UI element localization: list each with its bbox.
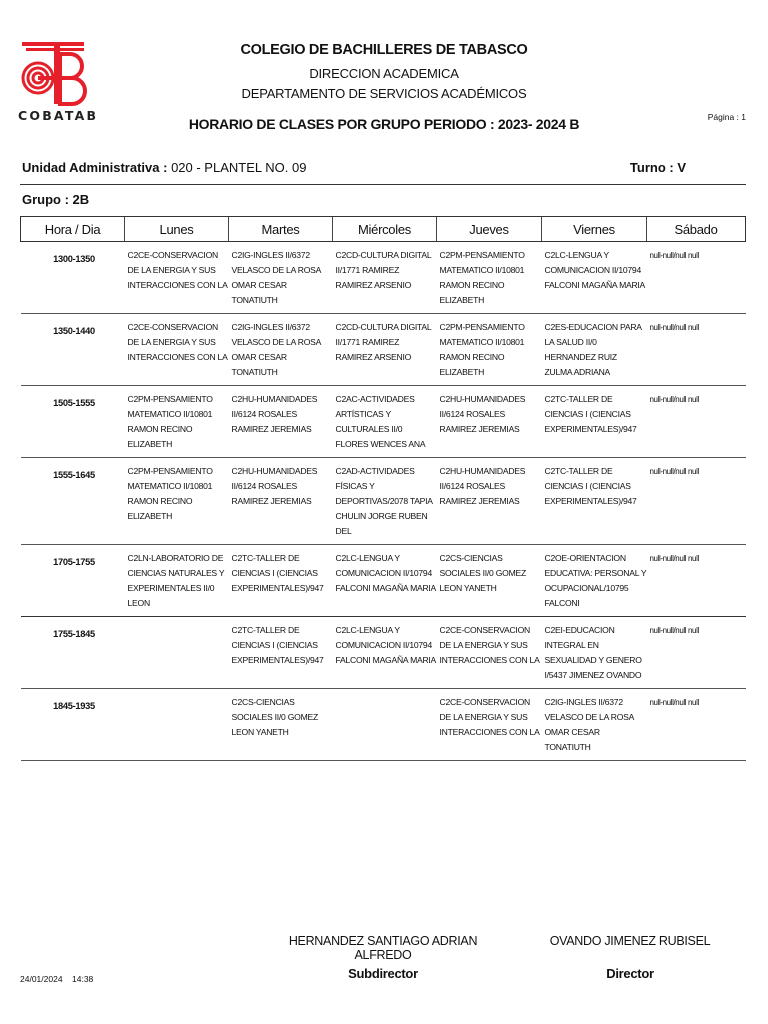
hour-cell: 1705-1755 (21, 545, 125, 617)
class-cell (125, 617, 229, 689)
class-cell: C2CD-CULTURA DIGITAL II/1771 RAMIREZ RAMIREZ ARSENIO (333, 242, 437, 314)
hour-cell: 1350-1440 (21, 314, 125, 386)
document-title: HORARIO DE CLASES POR GRUPO PERIODO : 2023- 2024 B (188, 116, 580, 132)
class-cell: C2HU-HUMANIDADES II/6124 ROSALES RAMIREZ JEREMIAS (437, 458, 542, 545)
class-cell: C2HU-HUMANIDADES II/6124 ROSALES RAMIREZ JEREMIAS (229, 458, 333, 545)
hour-cell: 1300-1350 (21, 242, 125, 314)
class-cell: C2AD-ACTIVIDADES FÍSICAS Y DEPORTIVAS/2078 TAPIA CHULIN JORGE RUBEN DEL (333, 458, 437, 545)
table-row (21, 242, 746, 314)
class-cell: C2LC-LENGUA Y COMUNICACION II/10794 FALCONI MAGAÑA MARIA (333, 617, 437, 689)
header-hora: Hora / Dia (21, 217, 125, 242)
class-cell: C2TC-TALLER DE CIENCIAS I (CIENCIAS EXPERIMENTALES)/947 (542, 458, 647, 545)
class-cell: C2TC-TALLER DE CIENCIAS I (CIENCIAS EXPERIMENTALES)/947 (229, 545, 333, 617)
unit-label: Unidad Administrativa : (22, 160, 168, 175)
class-cell: C2IG-INGLES II/6372 VELASCO DE LA ROSA OMAR CESAR TONATIUTH (229, 242, 333, 314)
class-cell: C2EI-EDUCACION INTEGRAL EN SEXUALIDAD Y GENERO I/5437 JIMENEZ OVANDO (542, 617, 647, 689)
class-cell: C2PM-PENSAMIENTO MATEMATICO II/10801 RAMON RECINO ELIZABETH (437, 314, 542, 386)
class-cell (125, 689, 229, 761)
class-cell: C2CS-CIENCIAS SOCIALES II/0 GOMEZ LEON YANETH (229, 689, 333, 761)
class-cell: C2CD-CULTURA DIGITAL II/1771 RAMIREZ RAMIREZ ARSENIO (333, 314, 437, 386)
class-cell: C2LC-LENGUA Y COMUNICACION II/10794 FALCONI MAGAÑA MARIA (333, 545, 437, 617)
table-row (21, 458, 746, 545)
class-cell: null-null/null null (647, 689, 746, 761)
print-time: 14:38 (72, 974, 94, 984)
class-cell: C2ES-EDUCACION PARA LA SALUD II/0 HERNANDEZ RUIZ ZULMA ADRIANA (542, 314, 647, 386)
class-cell: C2PM-PENSAMIENTO MATEMATICO II/10801 RAMON RECINO ELIZABETH (125, 458, 229, 545)
class-cell: null-null/null null (647, 617, 746, 689)
header-sabado: Sábado (647, 217, 746, 242)
class-cell: null-null/null null (647, 314, 746, 386)
class-cell: C2HU-HUMANIDADES II/6124 ROSALES RAMIREZ JEREMIAS (437, 386, 542, 458)
class-cell: C2CE-CONSERVACION DE LA ENERGIA Y SUS INTERACCIONES CON LA (437, 617, 542, 689)
director-name: OVANDO JIMENEZ RUBISEL (549, 934, 711, 948)
subdirector-role: Subdirector (348, 966, 418, 981)
class-cell: null-null/null null (647, 242, 746, 314)
class-cell (333, 689, 437, 761)
class-cell: null-null/null null (647, 386, 746, 458)
table-row (21, 386, 746, 458)
school-name: COLEGIO DE BACHILLERES DE TABASCO (240, 42, 528, 58)
hour-cell: 1755-1845 (21, 617, 125, 689)
class-cell: C2AC-ACTIVIDADES ARTÍSTICAS Y CULTURALES II/0 FLORES WENCES ANA (333, 386, 437, 458)
logo-text: COBATAB (18, 108, 99, 123)
class-cell: C2LN-LABORATORIO DE CIENCIAS NATURALES Y EXPERIMENTALES II/0 LEON (125, 545, 229, 617)
class-cell: C2LC-LENGUA Y COMUNICACION II/10794 FALCONI MAGAÑA MARIA (542, 242, 647, 314)
class-cell: C2HU-HUMANIDADES II/6124 ROSALES RAMIREZ JEREMIAS (229, 386, 333, 458)
class-cell: C2OE-ORIENTACION EDUCATIVA: PERSONAL Y OCUPACIONAL/10795 FALCONI (542, 545, 647, 617)
header-lunes: Lunes (125, 217, 229, 242)
table-row (21, 617, 746, 689)
director-role: Director (606, 966, 654, 981)
header-jueves: Jueves (437, 217, 542, 242)
class-cell: null-null/null null (647, 458, 746, 545)
table-header-row (21, 217, 746, 242)
class-cell: null-null/null null (647, 545, 746, 617)
class-cell: C2TC-TALLER DE CIENCIAS I (CIENCIAS EXPERIMENTALES)/947 (229, 617, 333, 689)
hour-cell: 1505-1555 (21, 386, 125, 458)
unit-value: 020 - PLANTEL NO. 09 (171, 160, 307, 175)
schedule-table (20, 216, 746, 761)
shift: Turno : V (629, 160, 686, 175)
page-number: Página : 1 (707, 112, 746, 122)
divider (20, 184, 746, 185)
header-viernes: Viernes (542, 217, 647, 242)
class-cell: C2PM-PENSAMIENTO MATEMATICO II/10801 RAMON RECINO ELIZABETH (125, 386, 229, 458)
hour-cell: 1845-1935 (21, 689, 125, 761)
header-miercoles: Miércoles (333, 217, 437, 242)
header-martes: Martes (229, 217, 333, 242)
class-cell: C2IG-INGLES II/6372 VELASCO DE LA ROSA OMAR CESAR TONATIUTH (229, 314, 333, 386)
print-date: 24/01/2024 (20, 974, 63, 984)
group: Grupo : 2B (22, 192, 90, 207)
direction-name: DIRECCION ACADEMICA (309, 66, 459, 81)
class-cell: C2PM-PENSAMIENTO MATEMATICO II/10801 RAMON RECINO ELIZABETH (437, 242, 542, 314)
class-cell: C2IG-INGLES II/6372 VELASCO DE LA ROSA OMAR CESAR TONATIUTH (542, 689, 647, 761)
department-name: DEPARTAMENTO DE SERVICIOS ACADÉMICOS (241, 86, 527, 101)
class-cell: C2CE-CONSERVACION DE LA ENERGIA Y SUS INTERACCIONES CON LA (125, 314, 229, 386)
hour-cell: 1555-1645 (21, 458, 125, 545)
administrative-unit (22, 160, 306, 175)
class-cell: C2CE-CONSERVACION DE LA ENERGIA Y SUS INTERACCIONES CON LA (125, 242, 229, 314)
class-cell: C2TC-TALLER DE CIENCIAS I (CIENCIAS EXPERIMENTALES)/947 (542, 386, 647, 458)
table-row (21, 545, 746, 617)
class-cell: C2CE-CONSERVACION DE LA ENERGIA Y SUS INTERACCIONES CON LA (437, 689, 542, 761)
subdirector-name: HERNANDEZ SANTIAGO ADRIAN ALFREDO (288, 934, 478, 962)
class-cell: C2CS-CIENCIAS SOCIALES II/0 GOMEZ LEON YANETH (437, 545, 542, 617)
table-row (21, 689, 746, 761)
table-row (21, 314, 746, 386)
